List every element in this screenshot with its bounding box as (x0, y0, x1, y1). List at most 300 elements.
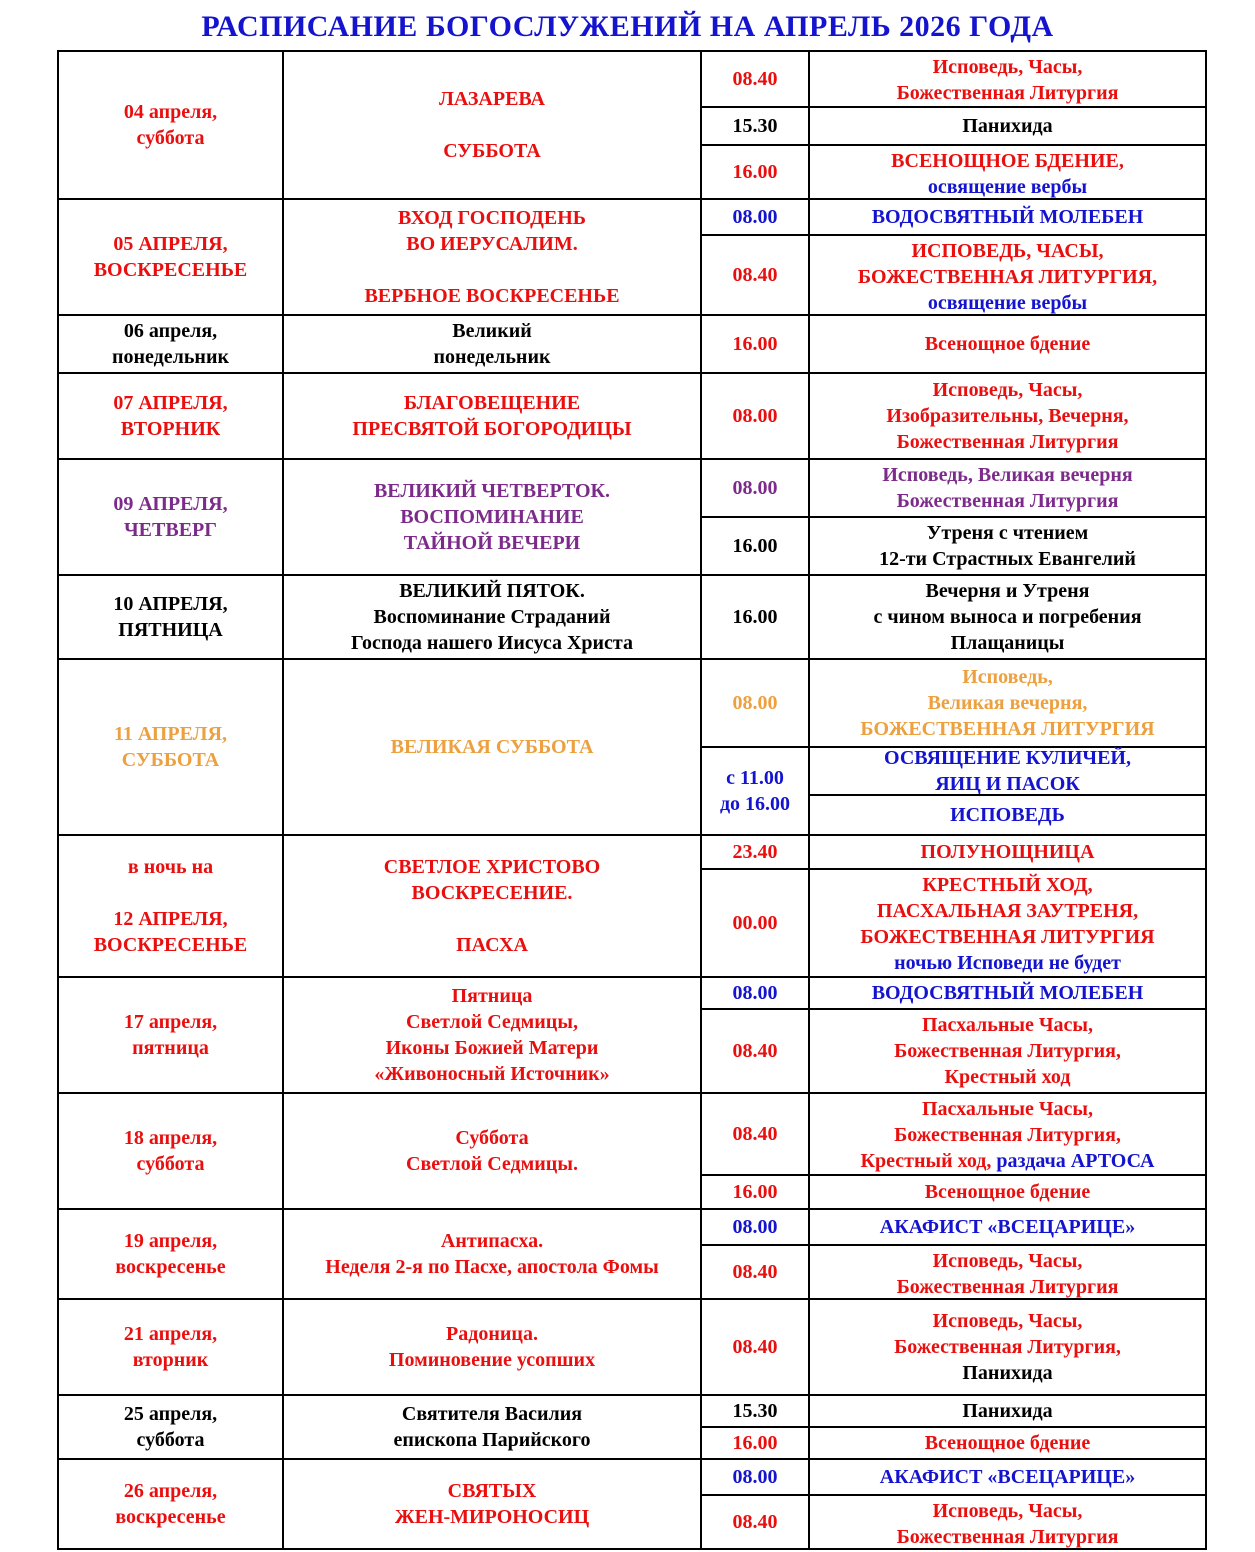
schedule-row (59, 1394, 1205, 1458)
text-line (928, 174, 1087, 200)
service-area (810, 660, 1205, 746)
time-cell (702, 1010, 810, 1092)
text-segment: Божественная Литургия (896, 1526, 1119, 1548)
time-block (702, 200, 1205, 234)
time-block (702, 1008, 1205, 1092)
text-segment: воскресенье (115, 1256, 226, 1278)
time-block (702, 1396, 1205, 1426)
text-line (897, 1524, 1119, 1550)
text-segment: Пасхальные Часы, (921, 1014, 1094, 1036)
text-segment: Исповедь, Часы, (932, 1310, 1083, 1332)
time-block (702, 374, 1205, 458)
text-segment: АКАФИСТ «ВСЕЦАРИЦЕ» (879, 1216, 1136, 1238)
text-line (860, 716, 1154, 742)
text-segment: 04 апреля, (123, 101, 218, 123)
text-line (364, 283, 619, 309)
text-segment: Божественная Литургия (896, 431, 1119, 453)
text-segment: Панихида (962, 1400, 1053, 1422)
text-line (733, 1214, 778, 1240)
text-segment: ВОДОСВЯТНЫЙ МОЛЕБЕН (871, 206, 1144, 228)
text-line (351, 630, 633, 656)
text-segment: БОЖЕСТВЕННАЯ ЛИТУРГИЯ (860, 718, 1155, 740)
text-segment: ОСВЯЩЕНИЕ КУЛИЧЕЙ, (884, 747, 1131, 769)
text-segment: Панихида (962, 1362, 1053, 1384)
date-cell (59, 1094, 284, 1208)
text-segment: КРЕСТНЫЙ ХОД, (922, 874, 1093, 896)
text-segment: освящение вербы (927, 292, 1088, 314)
text-segment: 08.00 (732, 1466, 778, 1488)
text-segment: Радоница. (446, 1323, 538, 1345)
text-segment: «Живоносный Источник» (374, 1063, 610, 1085)
text-segment: 11 АПРЕЛЯ, (113, 723, 228, 745)
text-segment: Божественная Литургия (896, 1276, 1119, 1298)
text-line (391, 734, 594, 760)
text-segment: ВОСКРЕСЕНИЕ. (411, 882, 573, 904)
page-title: РАСПИСАНИЕ БОГОСЛУЖЕНИЙ НА АПРЕЛЬ 2026 ГОДА (201, 10, 1054, 43)
text-line (404, 390, 580, 416)
text-line (113, 491, 227, 517)
text-segment: ПЯТНИЦА (118, 619, 223, 641)
text-segment: Антипасха. (440, 1230, 544, 1252)
time-block (702, 1300, 1205, 1394)
text-segment: епископа Парийского (393, 1429, 591, 1451)
text-line (891, 148, 1124, 174)
text-line (124, 1228, 217, 1254)
date-cell (59, 836, 284, 976)
text-segment: в ночь на (127, 856, 214, 878)
row-services (702, 200, 1205, 314)
text-segment: ВТОРНИК (120, 418, 221, 440)
time-cell (702, 374, 810, 458)
text-line (441, 1228, 543, 1254)
text-segment: 08.40 (732, 1511, 778, 1533)
schedule-row (59, 1208, 1205, 1298)
text-segment: Всенощное бдение (924, 1432, 1091, 1454)
time-block (702, 1174, 1205, 1208)
service-cell (810, 1460, 1205, 1494)
service-cell (810, 794, 1205, 834)
time-cell (702, 1396, 810, 1426)
text-line (352, 416, 631, 442)
text-segment: Неделя 2-я по Пасхе, апостола Фомы (325, 1256, 659, 1278)
text-segment: с чином выноса и погребения (873, 606, 1142, 628)
row-services (702, 978, 1205, 1092)
text-line (933, 54, 1083, 80)
text-segment: 08.40 (732, 68, 778, 90)
text-segment: 08.00 (732, 477, 778, 499)
text-line (137, 1151, 205, 1177)
text-line (733, 262, 778, 288)
text-line (124, 99, 217, 125)
time-cell (702, 146, 810, 198)
text-line (877, 898, 1138, 924)
time-cell (702, 200, 810, 234)
time-cell (702, 518, 810, 574)
service-area (810, 108, 1205, 144)
row-services (702, 460, 1205, 574)
text-line (962, 664, 1053, 690)
time-cell (702, 1460, 810, 1494)
text-segment: 08.40 (732, 1336, 778, 1358)
service-area (810, 1396, 1205, 1426)
text-line (398, 205, 586, 231)
text-segment: 19 апреля, (123, 1230, 218, 1252)
time-cell (702, 660, 810, 746)
date-cell (59, 1460, 284, 1548)
time-block (702, 1094, 1205, 1174)
text-segment: Божественная Литургия, (894, 1336, 1121, 1358)
service-cell (810, 236, 1205, 318)
text-line (137, 1427, 205, 1453)
row-services (702, 1210, 1205, 1298)
text-line (433, 344, 550, 370)
text-segment: Воспоминание Страданий (373, 606, 611, 628)
text-line (922, 1096, 1093, 1122)
text-segment: 08.40 (732, 1261, 778, 1283)
text-line (951, 630, 1065, 656)
text-line (897, 80, 1119, 106)
text-segment: суббота (136, 1429, 205, 1451)
date-cell (59, 200, 284, 314)
schedule-row (59, 574, 1205, 658)
text-segment: АКАФИСТ «ВСЕЦАРИЦЕ» (879, 1466, 1136, 1488)
service-cell (810, 1396, 1205, 1426)
text-line (399, 578, 585, 604)
text-line (886, 403, 1128, 429)
feast-cell (284, 316, 702, 372)
text-segment: до 16.00 (719, 793, 791, 815)
service-area (810, 1496, 1205, 1548)
text-line (113, 591, 227, 617)
text-segment: суббота (136, 1153, 205, 1175)
text-segment: ВО ИЕРУСАЛИМ. (406, 233, 578, 255)
text-line (452, 983, 533, 1009)
service-area (810, 374, 1205, 458)
text-line (115, 1504, 225, 1530)
service-area (810, 1094, 1205, 1174)
text-segment: Плащаницы (950, 632, 1065, 654)
feast-cell (284, 978, 702, 1092)
text-segment: 16.00 (732, 606, 778, 628)
text-segment: 08.40 (732, 264, 778, 286)
text-segment: Великий (452, 320, 532, 342)
service-cell (810, 870, 1205, 978)
text-line (933, 1498, 1083, 1524)
text-line (439, 86, 545, 112)
text-segment: 09 АПРЕЛЯ, (113, 493, 228, 515)
text-segment: ВЕЛИКАЯ СУББОТА (390, 736, 594, 758)
text-segment: 00.00 (732, 912, 778, 934)
text-line (456, 932, 528, 958)
service-cell (810, 1246, 1205, 1302)
service-cell (810, 108, 1205, 144)
text-line (733, 403, 778, 429)
time-block (702, 316, 1205, 372)
service-cell (810, 374, 1205, 458)
text-line (882, 462, 1132, 488)
text-line (933, 1248, 1083, 1274)
schedule-table (57, 50, 1207, 1550)
text-line (373, 604, 610, 630)
time-block (702, 746, 1205, 834)
text-line (733, 910, 778, 936)
time-block (702, 868, 1205, 976)
feast-cell (284, 52, 702, 198)
text-segment: БОЖЕСТВЕННАЯ ЛИТУРГИЯ (860, 926, 1155, 948)
text-segment: БЛАГОВЕЩЕНИЕ (403, 392, 581, 414)
feast-cell (284, 460, 702, 574)
text-segment: СВЯТЫХ (447, 1480, 537, 1502)
text-segment: 08.00 (732, 1216, 778, 1238)
text-line (115, 1254, 225, 1280)
time-cell (702, 108, 810, 144)
text-segment: ВОДОСВЯТНЫЙ МОЛЕБЕН (871, 982, 1144, 1004)
text-line (880, 1214, 1135, 1240)
service-cell (810, 1428, 1205, 1458)
text-segment: СУББОТА (443, 140, 541, 162)
text-segment: ЖЕН-МИРОНОСИЦ (394, 1506, 590, 1528)
text-line (945, 1064, 1071, 1090)
text-segment: Поминовение усопших (388, 1349, 596, 1371)
schedule-row (59, 658, 1205, 834)
text-line (733, 1038, 778, 1064)
text-segment: Иконы Божией Матери (385, 1037, 599, 1059)
text-segment: 10 АПРЕЛЯ, (113, 593, 228, 615)
service-area (810, 1246, 1205, 1298)
text-segment: 18 апреля, (123, 1127, 218, 1149)
text-line (927, 520, 1089, 546)
time-block (702, 516, 1205, 574)
row-services (702, 836, 1205, 976)
time-cell (702, 460, 810, 516)
text-segment: Светлой Седмицы, (406, 1011, 578, 1033)
time-cell (702, 1428, 810, 1458)
feast-cell (284, 1396, 702, 1458)
text-line (733, 1179, 778, 1205)
text-segment: 15.30 (732, 115, 778, 137)
text-segment: ВХОД ГОСПОДЕНЬ (397, 207, 587, 229)
text-line (406, 231, 577, 257)
text-line (733, 1259, 778, 1285)
service-cell (810, 1496, 1205, 1552)
text-line (928, 290, 1087, 316)
text-line (406, 1151, 578, 1177)
time-block (702, 144, 1205, 198)
text-line (374, 1061, 609, 1087)
text-line (113, 231, 227, 257)
service-cell (810, 316, 1205, 372)
schedule-row (59, 834, 1205, 976)
text-line (733, 159, 778, 185)
time-block (702, 1494, 1205, 1548)
text-line (925, 331, 1091, 357)
text-line (132, 1035, 209, 1061)
service-cell (810, 146, 1205, 202)
text-line (400, 504, 584, 530)
feast-cell (284, 660, 702, 834)
text-line (443, 138, 541, 164)
time-cell (702, 836, 810, 868)
text-line (733, 113, 778, 139)
schedule-row (59, 372, 1205, 458)
text-line (894, 1334, 1121, 1360)
time-cell (702, 978, 810, 1008)
text-line (733, 1430, 778, 1456)
text-segment: ВЕЛИКИЙ ПЯТОК. (399, 580, 585, 602)
date-cell (59, 1300, 284, 1394)
time-block (702, 1460, 1205, 1494)
text-line (122, 747, 220, 773)
text-line (384, 854, 600, 880)
text-segment: 15.30 (732, 1400, 778, 1422)
text-segment: воскресенье (115, 1506, 226, 1528)
text-segment: ВЕРБНОЕ ВОСКРЕСЕНЬЕ (364, 285, 620, 307)
feast-cell (284, 1094, 702, 1208)
service-cell (810, 748, 1205, 794)
text-line (926, 578, 1090, 604)
date-cell (59, 316, 284, 372)
text-line (94, 932, 248, 958)
text-line (925, 1430, 1091, 1456)
text-line (112, 344, 229, 370)
feast-cell (284, 1210, 702, 1298)
text-line (733, 604, 778, 630)
time-block (702, 234, 1205, 314)
text-segment: 25 апреля, (123, 1403, 218, 1425)
service-area (810, 146, 1205, 198)
text-segment: ЧЕТВЕРГ (124, 519, 217, 541)
service-area (810, 518, 1205, 574)
time-block (702, 52, 1205, 106)
text-segment: Исповедь, Часы, (932, 56, 1083, 78)
date-cell (59, 1396, 284, 1458)
text-segment: 08.40 (732, 1040, 778, 1062)
feast-cell (284, 1460, 702, 1548)
row-services (702, 576, 1205, 658)
feast-cell (284, 1300, 702, 1394)
text-segment: Святителя Василия (401, 1403, 583, 1425)
text-line (860, 924, 1154, 950)
service-area (810, 460, 1205, 516)
row-services (702, 374, 1205, 458)
text-line (897, 1274, 1119, 1300)
text-line (113, 390, 227, 416)
service-cell (810, 52, 1205, 108)
time-block (702, 1426, 1205, 1458)
text-line (720, 791, 790, 817)
text-segment: Великая вечерня, (927, 692, 1088, 714)
text-segment: ПАСХАЛЬНАЯ ЗАУТРЕНЯ, (876, 900, 1139, 922)
text-segment: ЛАЗАРЕВА (439, 88, 545, 110)
date-cell (59, 660, 284, 834)
text-segment: Крестный ход, (860, 1150, 997, 1172)
service-cell (810, 576, 1205, 658)
text-line (962, 113, 1052, 139)
text-line (404, 530, 580, 556)
text-line (922, 1012, 1093, 1038)
text-segment: ночью Исповеди не будет (894, 952, 1121, 974)
time-cell (702, 1496, 810, 1548)
service-area (810, 748, 1205, 834)
time-block (702, 1244, 1205, 1298)
service-cell (810, 978, 1205, 1008)
text-line (933, 377, 1083, 403)
text-segment: Божественная Литургия, (894, 1124, 1121, 1146)
schedule-row (59, 1458, 1205, 1548)
text-segment: 16.00 (732, 1432, 778, 1454)
text-line (884, 745, 1131, 771)
text-segment: Утреня с чтением (926, 522, 1089, 544)
text-segment: 08.00 (732, 206, 778, 228)
text-segment: Вечерня и Утреня (925, 580, 1090, 602)
service-cell (810, 1176, 1205, 1208)
row-services (702, 1300, 1205, 1394)
date-cell (59, 576, 284, 658)
text-segment: Исповедь, Великая вечерня (882, 464, 1133, 486)
time-cell (702, 1300, 810, 1394)
text-line (872, 980, 1144, 1006)
text-line (733, 839, 778, 865)
text-segment: пятница (132, 1037, 209, 1059)
time-block (702, 660, 1205, 746)
date-cell (59, 1210, 284, 1298)
text-segment: 16.00 (732, 535, 778, 557)
text-segment: 16.00 (732, 161, 778, 183)
service-area (810, 1010, 1205, 1092)
text-segment: 21 апреля, (123, 1323, 218, 1345)
text-segment: Изобразительны, Вечерня, (886, 405, 1129, 427)
text-line (395, 1504, 589, 1530)
text-segment: Исповедь, Часы, (932, 1500, 1083, 1522)
service-cell (810, 836, 1205, 868)
service-area (810, 836, 1205, 868)
text-line (386, 1035, 599, 1061)
time-block (702, 576, 1205, 658)
time-cell (702, 236, 810, 314)
service-cell (810, 200, 1205, 234)
text-segment: СВЕТЛОЕ ХРИСТОВО (383, 856, 601, 878)
service-cell (810, 1094, 1205, 1176)
text-line (406, 1009, 578, 1035)
feast-cell (284, 374, 702, 458)
text-segment: Исповедь, (962, 666, 1053, 688)
text-line (94, 257, 248, 283)
time-cell (702, 52, 810, 106)
text-segment: ВЕЛИКИЙ ЧЕТВЕРТОК. (373, 480, 611, 502)
text-segment: Божественная Литургия, (894, 1040, 1121, 1062)
text-segment: ТАЙНОЙ ВЕЧЕРИ (403, 532, 581, 554)
schedule-row (59, 1298, 1205, 1394)
text-segment: Суббота (455, 1127, 529, 1149)
service-area (810, 1300, 1205, 1394)
date-cell (59, 978, 284, 1092)
text-line (733, 1334, 778, 1360)
text-line (733, 1509, 778, 1535)
text-line (733, 475, 778, 501)
text-line (446, 1321, 538, 1347)
time-block (702, 106, 1205, 144)
row-services (702, 316, 1205, 372)
text-line (124, 517, 217, 543)
text-line (733, 1398, 778, 1424)
time-block (702, 836, 1205, 868)
text-segment: 07 АПРЕЛЯ, (113, 392, 228, 414)
schedule-row (59, 314, 1205, 372)
service-area (810, 870, 1205, 976)
text-line (733, 533, 778, 559)
text-segment: вторник (132, 1349, 209, 1371)
text-line (124, 1401, 217, 1427)
